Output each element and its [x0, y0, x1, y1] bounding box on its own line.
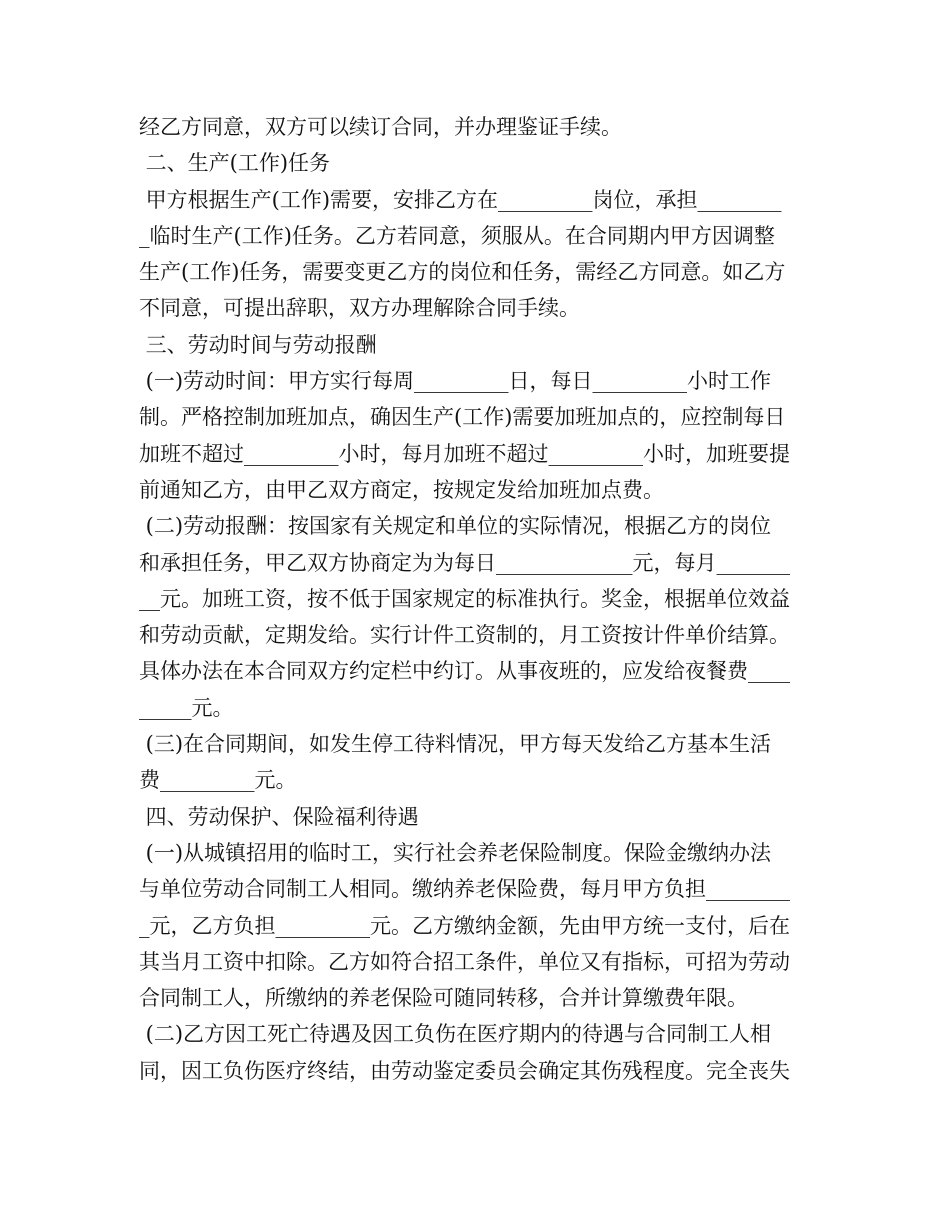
section-heading: 三、劳动时间与劳动报酬: [139, 332, 377, 357]
text-line: _____元。: [139, 695, 234, 720]
text-line: (一)从城镇招用的临时工，实行社会养老保险制度。保险金缴纳办法: [139, 840, 772, 865]
text-line: 制。严格控制加班加点，确因生产(工作)需要加班加点的，应控制每日: [139, 405, 786, 430]
text-line: 与单位劳动合同制工人相同。缴纳养老保险费，每月甲方负担________: [139, 877, 790, 902]
text-line: 和承担任务，甲乙双方协商定为为每日_____________元，每月_______: [139, 550, 790, 575]
text-line: _元，乙方负担_________元。乙方缴纳金额，先由甲方统一支付，后在: [139, 913, 790, 938]
section-heading: 二、生产(工作)任务: [139, 151, 331, 176]
text-line: (二)乙方因工死亡待遇及因工负伤在医疗期内的待遇与合同制工人相: [139, 1022, 772, 1047]
text-line: 其当月工资中扣除。乙方如符合招工条件，单位又有指标，可招为劳动: [139, 949, 790, 974]
section-heading: 四、劳动保护、保险福利待遇: [139, 804, 419, 829]
text-line: 不同意，可提出辞职，双方办理解除合同手续。: [139, 296, 580, 321]
text-line: 加班不超过_________小时，每月加班不超过_________小时，加班要提: [139, 441, 790, 466]
text-line: 经乙方同意，双方可以续订合同，并办理鉴证手续。: [139, 115, 622, 139]
text-line: 具体办法在本合同双方约定栏中约订。从事夜班的，应发给夜餐费____: [139, 659, 790, 684]
text-line: (一)劳动时间：甲方实行每周_________日，每日_________小时工作: [139, 369, 772, 394]
contract-text: [139, 109, 819, 1089]
text-line: 前通知乙方，由甲乙双方商定，按规定发给加班加点费。: [139, 477, 664, 502]
text-line: 生产(工作)任务，需要变更乙方的岗位和任务，需经乙方同意。如乙方: [139, 260, 786, 285]
text-line: 费_________元。: [139, 768, 297, 793]
text-line: 同，因工负伤医疗终结，由劳动鉴定委员会确定其伤残程度。完全丧失: [139, 1058, 790, 1083]
text-line: 甲方根据生产(工作)需要，安排乙方在_________岗位，承担________: [139, 187, 782, 212]
text-line: __元。加班工资，按不低于国家规定的标准执行。奖金，根据单位效益: [139, 586, 790, 611]
text-line: 和劳动贡献，定期发给。实行计件工资制的，月工资按计件单价结算。: [139, 623, 790, 648]
text-line: (二)劳动报酬：按国家有关规定和单位的实际情况，根据乙方的岗位: [139, 514, 772, 539]
text-line: 合同制工人，所缴纳的养老保险可随同转移，合并计算缴费年限。: [139, 986, 748, 1011]
text-line: (三)在合同期间，如发生停工待料情况，甲方每天发给乙方基本生活: [139, 732, 772, 757]
text-line: _临时生产(工作)任务。乙方若同意，须服从。在合同期内甲方因调整: [139, 223, 775, 248]
